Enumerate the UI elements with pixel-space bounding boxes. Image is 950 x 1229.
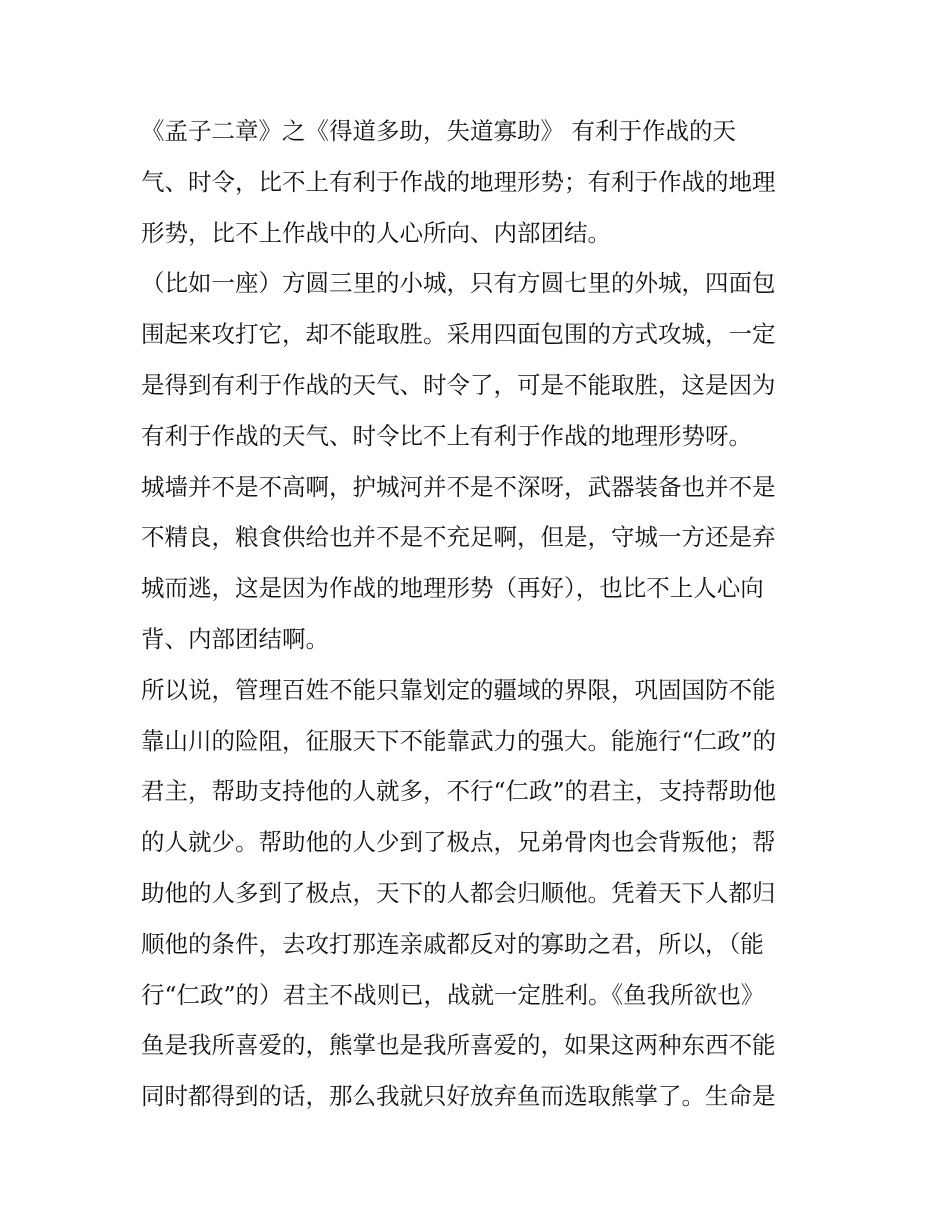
text-line: 同时都得到的话，那么我就只好放弃鱼而选取熊掌了。生命是 bbox=[141, 1082, 776, 1111]
text-line: 所以说，管理百姓不能只靠划定的疆域的界限，巩固国防不能 bbox=[141, 675, 776, 704]
text-line: 形势，比不上作战中的人心所向、内部团结。 bbox=[141, 218, 611, 247]
text-line: 靠山川的险阻，征服天下不能靠武力的强大。能施行“仁政”的 bbox=[141, 726, 777, 755]
text-line: 不精良，粮食供给也并不是不充足啊，但是，守城一方还是弃 bbox=[141, 523, 776, 552]
text-line: 气、时令，比不上有利于作战的地理形势；有利于作战的地理 bbox=[141, 167, 776, 196]
text-line: 的人就少。帮助他的人少到了极点，兄弟骨肉也会背叛他；帮 bbox=[141, 828, 776, 857]
document-body bbox=[141, 106, 813, 1122]
text-line: 鱼是我所喜爱的，熊掌也是我所喜爱的，如果这两种东西不能 bbox=[141, 1031, 776, 1060]
text-line: 顺他的条件，去攻打那连亲戚都反对的寡助之君，所以，（能 bbox=[141, 929, 764, 958]
text-line: 围起来攻打它，却不能取胜。采用四面包围的方式攻城，一定 bbox=[141, 320, 776, 349]
text-line: 背、内部团结啊。 bbox=[141, 624, 329, 653]
text-line: 君主，帮助支持他的人就多，不行“仁政”的君主，支持帮助他 bbox=[141, 777, 777, 806]
text-line: 助他的人多到了极点，天下的人都会归顺他。凭着天下人都归 bbox=[141, 878, 776, 907]
text-line: 城而逃，这是因为作战的地理形势（再好），也比不上人心向 bbox=[141, 574, 764, 603]
text-line: 城墙并不是不高啊，护城河并不是不深呀，武器装备也并不是 bbox=[141, 472, 776, 501]
text-line: 有利于作战的天气、时令比不上有利于作战的地理形势呀。 bbox=[141, 421, 752, 450]
text-line: 是得到有利于作战的天气、时令了，可是不能取胜，这是因为 bbox=[141, 370, 776, 399]
text-line: （比如一座）方圆三里的小城，只有方圆七里的外城，四面包 bbox=[141, 269, 776, 298]
text-line: 《孟子二章》之《得道多助，失道寡助》 有利于作战的天 bbox=[141, 117, 736, 145]
text-line: 行“仁政”的）君主不战则已，战就一定胜利。《鱼我所欲也》 bbox=[141, 980, 765, 1009]
